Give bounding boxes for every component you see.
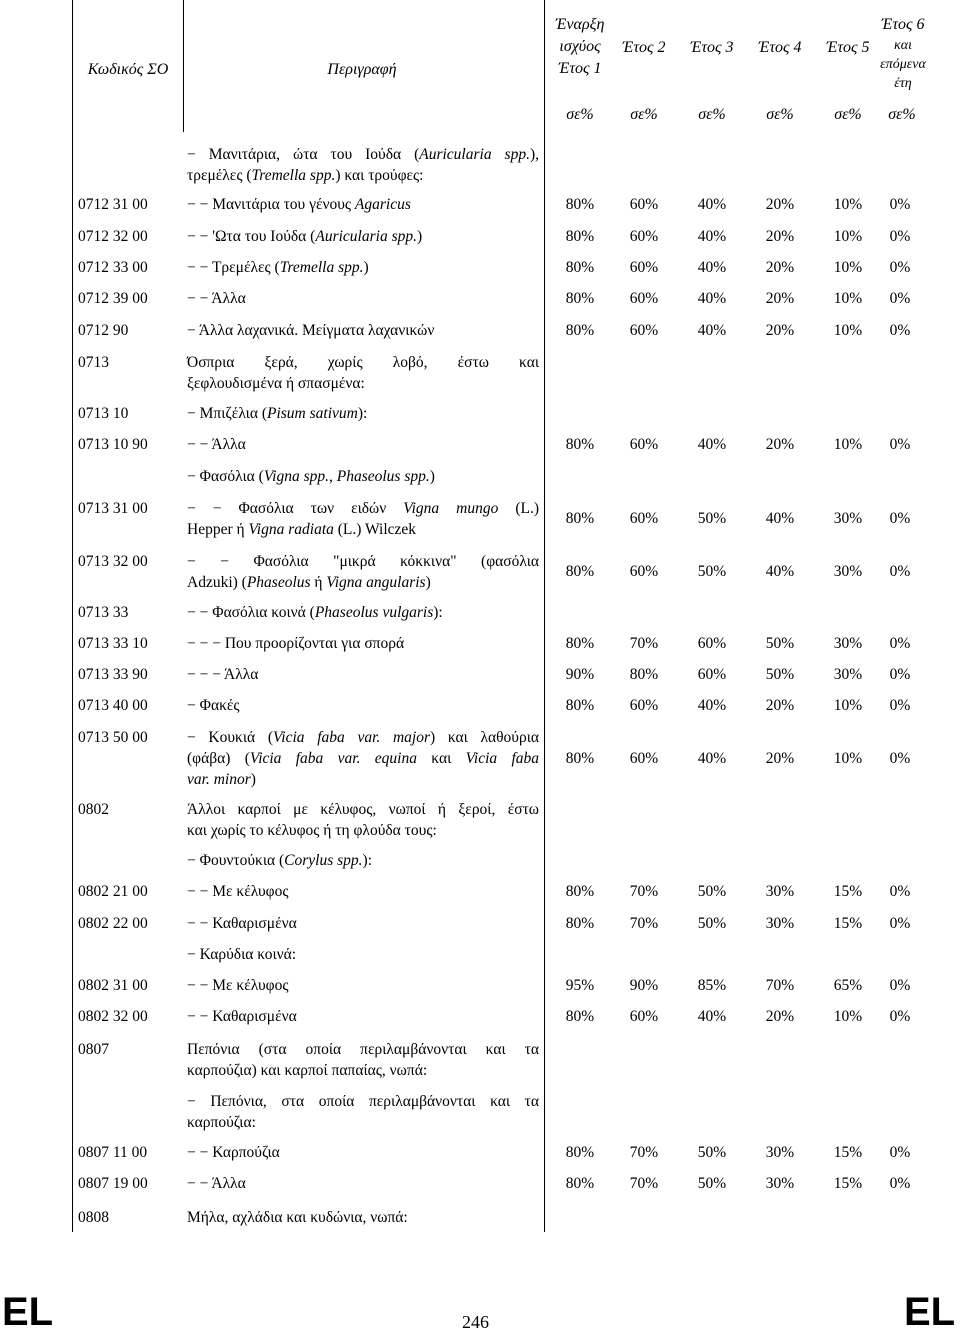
description-line: Άλλοι καρποί με κέλυφος, νωποί ή ξεροί, έστω	[187, 801, 539, 818]
rate-year-2: 70%	[629, 883, 659, 900]
rate-year-2: 60%	[629, 436, 659, 453]
rate-year-1: 80%	[565, 436, 595, 453]
description-line: − − Άλλα	[187, 290, 246, 307]
rate-year-6: 0%	[889, 1175, 911, 1192]
rate-year-5: 10%	[833, 290, 863, 307]
header-year1: Έναρξη ισχύος Έτος 1	[555, 16, 605, 77]
rate-year-6: 0%	[889, 436, 911, 453]
row-description	[187, 434, 539, 455]
rate-year-2: 60%	[629, 697, 659, 714]
row-code: 0713 10	[78, 405, 129, 422]
rate-year-6: 0%	[889, 228, 911, 245]
row-description	[187, 695, 539, 716]
rate-year-2: 60%	[629, 563, 659, 580]
rate-year-6: 0%	[889, 883, 911, 900]
row-description	[187, 194, 539, 215]
row-code: 0713 32 00	[78, 553, 148, 570]
description-line: − Φουντούκια (Corylus spp.):	[187, 852, 373, 869]
row-description	[187, 664, 539, 685]
rate-year-2: 70%	[629, 915, 659, 932]
rate-year-5: 30%	[833, 666, 863, 683]
rate-year-6: 0%	[889, 697, 911, 714]
rate-year-4: 50%	[765, 635, 795, 652]
rate-year-6: 0%	[889, 750, 911, 767]
row-description	[187, 975, 539, 996]
row-code: 0712 33 00	[78, 259, 148, 276]
rate-year-6: 0%	[889, 1144, 911, 1161]
rate-year-6: 0%	[889, 915, 911, 932]
description-line: Πεπόνια (στα οποία περιλαμβάνονται και τα	[187, 1041, 539, 1058]
row-code: 0808	[78, 1209, 109, 1226]
header-code: Κωδικός ΣΟ	[87, 61, 169, 78]
description-line: − Πεπόνια, στα οποία περιλαμβάνονται και τα	[187, 1093, 539, 1110]
rate-year-4: 20%	[765, 290, 795, 307]
rate-year-1: 80%	[565, 915, 595, 932]
description-line: − − Άλλα	[187, 1175, 246, 1192]
rate-year-6: 0%	[889, 259, 911, 276]
row-code: 0807	[78, 1041, 109, 1058]
rate-year-3: 50%	[697, 1144, 727, 1161]
description-line: − − Τρεμέλες (Tremella spp.)	[187, 259, 369, 276]
description-line: ξεφλουδισμένα ή σπασμένα:	[187, 375, 365, 392]
rate-year-2: 60%	[629, 228, 659, 245]
rate-year-2: 60%	[629, 510, 659, 527]
rate-year-2: 70%	[629, 1175, 659, 1192]
desc-column-line	[183, 0, 184, 132]
row-code: 0713 40 00	[78, 697, 148, 714]
description-line: − Φακές	[187, 697, 240, 714]
row-description	[187, 403, 539, 424]
rate-year-5: 15%	[833, 1144, 863, 1161]
description-line: − Κουκιά (Vicia faba var. major) και λαθούρια	[187, 729, 540, 746]
rate-year-1: 80%	[565, 510, 595, 527]
rate-year-5: 10%	[833, 196, 863, 213]
rate-year-2: 70%	[629, 1144, 659, 1161]
rate-year-3: 40%	[697, 290, 727, 307]
rate-year-3: 50%	[697, 915, 727, 932]
row-code: 0802	[78, 801, 109, 818]
rate-year-4: 30%	[765, 1144, 795, 1161]
description-line: (φάβα) (Vicia faba var. equina και Vicia faba	[187, 750, 540, 767]
rate-year-6: 0%	[889, 1008, 911, 1025]
rate-year-3: 40%	[697, 1008, 727, 1025]
description-line: Όσπρια ξερά, χωρίς λοβό, έστω και	[187, 354, 539, 371]
description-line: − Φασόλια (Vigna spp., Phaseolus spp.)	[187, 468, 435, 485]
rate-year-4: 30%	[765, 1175, 795, 1192]
description-line: − − Με κέλυφος	[187, 977, 289, 994]
rate-year-3: 40%	[697, 697, 727, 714]
rate-year-6: 0%	[889, 196, 911, 213]
row-code: 0712 39 00	[78, 290, 148, 307]
rate-year-5: 10%	[833, 228, 863, 245]
row-description	[187, 1173, 539, 1194]
description-line: − − Καρπούζια	[187, 1144, 280, 1161]
rate-year-4: 50%	[765, 666, 795, 683]
rate-year-3: 60%	[697, 635, 727, 652]
row-description	[187, 288, 539, 309]
rate-year-1: 80%	[565, 883, 595, 900]
row-description	[187, 913, 539, 934]
description-line: − − Φασόλια των ειδών Vigna mungo (L.)	[187, 500, 539, 517]
row-code: 0712 31 00	[78, 196, 148, 213]
row-code: 0713 33 90	[78, 666, 148, 683]
rate-year-3: 50%	[697, 510, 727, 527]
rate-year-5: 65%	[833, 977, 863, 994]
rate-year-1: 90%	[565, 666, 595, 683]
rate-year-4: 20%	[765, 750, 795, 767]
rate-year-3: 40%	[697, 750, 727, 767]
description-line: και χωρίς το κέλυφος ή τη φλούδα τους:	[187, 822, 437, 839]
values-column-line	[544, 0, 545, 1232]
rate-year-5: 10%	[833, 436, 863, 453]
header-description: Περιγραφή	[327, 61, 397, 78]
description-line: καρπούζια) και καρποί παπαίας, νωπά:	[187, 1062, 428, 1079]
description-line: − − Άλλα	[187, 436, 246, 453]
rate-year-5: 10%	[833, 259, 863, 276]
header-year4: Έτος 4	[758, 39, 802, 56]
row-description	[187, 881, 539, 902]
row-description	[187, 1091, 539, 1133]
rate-year-5: 10%	[833, 1008, 863, 1025]
rate-year-4: 20%	[765, 228, 795, 245]
rate-year-4: 20%	[765, 322, 795, 339]
rate-year-1: 80%	[565, 1175, 595, 1192]
header-year3: Έτος 3	[690, 39, 734, 56]
rate-year-2: 90%	[629, 977, 659, 994]
row-description	[187, 1207, 539, 1228]
row-description	[187, 257, 539, 278]
description-line: − − Με κέλυφος	[187, 883, 289, 900]
rate-year-5: 10%	[833, 750, 863, 767]
unit-year6: σε%	[888, 106, 916, 123]
description-line: τρεμέλες (Tremella spp.) και τρούφες:	[187, 167, 424, 184]
rate-year-2: 60%	[629, 750, 659, 767]
description-line: − Καρύδια κοινά:	[187, 946, 297, 963]
rate-year-6: 0%	[889, 977, 911, 994]
row-description	[187, 1142, 539, 1163]
rate-year-5: 15%	[833, 915, 863, 932]
rate-year-2: 60%	[629, 1008, 659, 1025]
rate-year-1: 80%	[565, 563, 595, 580]
row-description	[187, 498, 539, 540]
rate-year-2: 70%	[629, 635, 659, 652]
row-description	[187, 466, 539, 487]
rate-year-3: 60%	[697, 666, 727, 683]
page-number: 246	[462, 1312, 489, 1332]
rate-year-2: 60%	[629, 290, 659, 307]
header-year6: Έτος 6 και επόμενα έτη	[880, 16, 926, 91]
rate-year-4: 70%	[765, 977, 795, 994]
rate-year-2: 80%	[629, 666, 659, 683]
rate-year-5: 30%	[833, 510, 863, 527]
row-code: 0802 31 00	[78, 977, 148, 994]
row-description	[187, 144, 539, 186]
row-code: 0713 33	[78, 604, 129, 621]
row-description	[187, 1039, 539, 1081]
rate-year-5: 15%	[833, 1175, 863, 1192]
rate-year-3: 50%	[697, 883, 727, 900]
row-description	[187, 799, 539, 841]
row-code: 0713 50 00	[78, 729, 148, 746]
row-description	[187, 226, 539, 247]
rate-year-5: 10%	[833, 697, 863, 714]
rate-year-3: 50%	[697, 1175, 727, 1192]
row-code: 0802 21 00	[78, 883, 148, 900]
rate-year-5: 15%	[833, 883, 863, 900]
unit-year1: σε%	[566, 106, 594, 123]
rate-year-6: 0%	[889, 290, 911, 307]
rate-year-4: 30%	[765, 883, 795, 900]
rate-year-4: 20%	[765, 196, 795, 213]
rate-year-4: 30%	[765, 915, 795, 932]
rate-year-4: 40%	[765, 510, 795, 527]
rate-year-3: 85%	[697, 977, 727, 994]
rate-year-3: 40%	[697, 259, 727, 276]
row-description	[187, 727, 539, 790]
rate-year-3: 40%	[697, 228, 727, 245]
rate-year-6: 0%	[889, 563, 911, 580]
description-line: − − Καθαρισμένα	[187, 1008, 297, 1025]
rate-year-4: 20%	[765, 1008, 795, 1025]
rate-year-1: 80%	[565, 1008, 595, 1025]
rate-year-1: 80%	[565, 1144, 595, 1161]
unit-year3: σε%	[698, 106, 726, 123]
rate-year-1: 80%	[565, 322, 595, 339]
rate-year-5: 30%	[833, 635, 863, 652]
rate-year-2: 60%	[629, 196, 659, 213]
unit-year4: σε%	[766, 106, 794, 123]
footer-lang-left: EL	[2, 1290, 54, 1334]
description-line: − Άλλα λαχανικά. Μείγματα λαχανικών	[187, 322, 435, 339]
description-line: − − − Που προορίζονται για σπορά	[187, 635, 405, 652]
rate-year-3: 50%	[697, 563, 727, 580]
rate-year-1: 80%	[565, 635, 595, 652]
rate-year-3: 40%	[697, 436, 727, 453]
rate-year-2: 60%	[629, 259, 659, 276]
rate-year-1: 80%	[565, 259, 595, 276]
description-line: var. minor)	[187, 771, 256, 788]
unit-year5: σε%	[834, 106, 862, 123]
rate-year-4: 40%	[765, 563, 795, 580]
row-code: 0713 10 90	[78, 436, 148, 453]
row-code: 0807 19 00	[78, 1175, 148, 1192]
unit-year2: σε%	[630, 106, 658, 123]
row-description	[187, 1006, 539, 1027]
description-line: − Μπιζέλια (Pisum sativum):	[187, 405, 368, 422]
description-line: − − Φασόλια κοινά (Phaseolus vulgaris):	[187, 604, 443, 621]
rate-year-1: 80%	[565, 196, 595, 213]
row-code: 0712 90	[78, 322, 129, 339]
rate-year-3: 40%	[697, 322, 727, 339]
rate-year-1: 95%	[565, 977, 595, 994]
row-description	[187, 850, 539, 871]
rate-year-4: 20%	[765, 697, 795, 714]
rate-year-2: 60%	[629, 322, 659, 339]
description-line: − − 'Ωτα του Ιούδα (Auricularia spp.)	[187, 228, 423, 245]
description-line: καρπούζια:	[187, 1114, 256, 1131]
rate-year-1: 80%	[565, 697, 595, 714]
row-description	[187, 551, 539, 593]
row-code: 0802 32 00	[78, 1008, 148, 1025]
rate-year-1: 80%	[565, 228, 595, 245]
row-description	[187, 944, 539, 965]
description-line: − − − Άλλα	[187, 666, 259, 683]
description-line: − − Μανιτάρια του γένους Agaricus	[187, 196, 411, 213]
rate-year-1: 80%	[565, 750, 595, 767]
rate-year-5: 30%	[833, 563, 863, 580]
rate-year-1: 80%	[565, 290, 595, 307]
row-description	[187, 320, 539, 341]
row-description	[187, 352, 539, 394]
rate-year-6: 0%	[889, 510, 911, 527]
row-code: 0713 33 10	[78, 635, 148, 652]
row-code: 0713 31 00	[78, 500, 148, 517]
description-line: Μήλα, αχλάδια και κυδώνια, νωπά:	[187, 1209, 408, 1226]
rate-year-3: 40%	[697, 196, 727, 213]
row-description	[187, 602, 539, 623]
rate-year-6: 0%	[889, 635, 911, 652]
row-description	[187, 633, 539, 654]
rate-year-6: 0%	[889, 322, 911, 339]
row-code: 0807 11 00	[78, 1144, 148, 1161]
header-year2: Έτος 2	[622, 39, 666, 56]
left-border-line	[72, 0, 73, 1232]
row-code: 0802 22 00	[78, 915, 148, 932]
description-line: Adzuki) (Phaseolus ή Vigna angularis)	[187, 574, 431, 591]
rate-year-4: 20%	[765, 259, 795, 276]
description-line: Hepper ή Vigna radiata (L.) Wilczek	[187, 521, 417, 538]
description-line: − − Φασόλια "μικρά κόκκινα" (φασόλια	[187, 553, 539, 570]
footer-lang-right: EL	[904, 1290, 956, 1334]
row-code: 0712 32 00	[78, 228, 148, 245]
rate-year-5: 10%	[833, 322, 863, 339]
header-year5: Έτος 5	[826, 39, 870, 56]
description-line: − Μανιτάρια, ώτα του Ιούδα (Auricularia spp.),	[187, 146, 539, 163]
description-line: − − Καθαρισμένα	[187, 915, 297, 932]
rate-year-6: 0%	[889, 666, 911, 683]
rate-year-4: 20%	[765, 436, 795, 453]
row-code: 0713	[78, 354, 109, 371]
